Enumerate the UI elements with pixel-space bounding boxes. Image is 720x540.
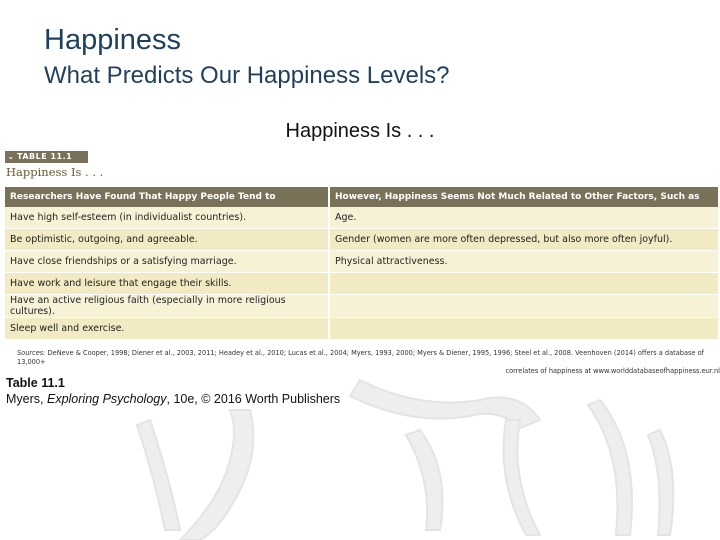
table-cell [329, 295, 719, 318]
credit-citation [6, 391, 340, 407]
credit-book-title: Exploring Psychology [46, 392, 167, 406]
figure-credit [6, 375, 340, 407]
table-tag-label: TABLE 11.1 [17, 152, 73, 161]
table-number-tag [5, 151, 88, 163]
table-row [5, 273, 719, 295]
table-row [5, 251, 719, 273]
credit-author: Myers, [6, 392, 47, 406]
table-cell: Physical attractiveness. [329, 251, 719, 273]
column-header-happy-traits: Researchers Have Found That Happy People Tend to [5, 187, 329, 207]
table-cell: Have an active religious faith (especially in more religious cultures). [5, 295, 329, 318]
credit-table-label: Table 11.1 [6, 376, 65, 390]
center-heading: Happiness Is . . . [285, 120, 435, 142]
table-row [5, 207, 719, 229]
sources-line-2: correlates of happiness at www.worlddatabaseofhappiness.eur.nl [505, 367, 720, 375]
slide-subtitle: What Predicts Our Happiness Levels? [44, 62, 450, 89]
sources-label: Sources: [17, 349, 46, 357]
table-cell: Age. [329, 207, 719, 229]
table-cell: Have high self-esteem (in individualist countries). [5, 207, 329, 229]
table-cell: Sleep well and exercise. [5, 318, 329, 340]
table-caption: Happiness Is . . . [6, 165, 104, 179]
column-header-unrelated-factors: However, Happiness Seems Not Much Related to Other Factors, Such as [329, 187, 719, 207]
table-cell: Gender (women are more often depressed, but also more often joyful). [329, 229, 719, 251]
credit-edition: , 10e, © 2016 Worth Publishers [166, 392, 341, 406]
chevron-down-icon: ⌄ [7, 152, 15, 161]
sources-line-1: DeNeve & Cooper, 1998; Diener et al., 2003, 2011; Headey et al., 2010; Lucas et al., 2004; Myers, 1993, 2000; Myers & Diener, 1995, 1996; Steel et al., 2008. Veenhoven (2014) offers a database of 13,000+ [17, 349, 704, 366]
table-row [5, 229, 719, 251]
table-cell: Have close friendships or a satisfying marriage. [5, 251, 329, 273]
table-cell: Be optimistic, outgoing, and agreeable. [5, 229, 329, 251]
table-cell [329, 273, 719, 295]
table-row [5, 318, 719, 340]
happiness-table [5, 187, 720, 340]
table-header-row [5, 187, 719, 207]
table-sources [17, 349, 720, 376]
table-cell [329, 318, 719, 340]
slide-title: Happiness [44, 24, 182, 56]
table-cell: Have work and leisure that engage their skills. [5, 273, 329, 295]
table-row [5, 295, 719, 318]
